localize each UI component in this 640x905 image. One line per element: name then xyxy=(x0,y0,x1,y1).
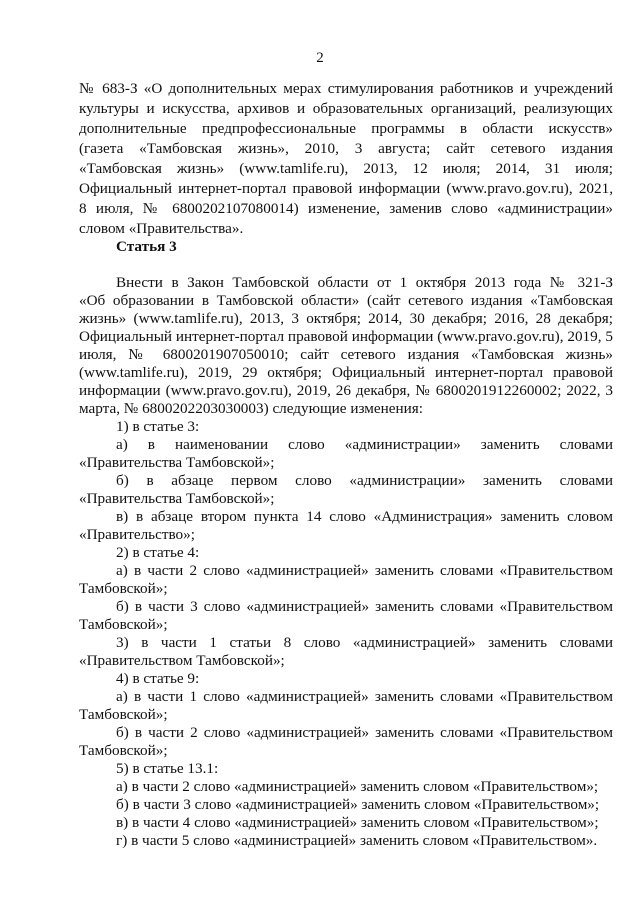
text-line: жизнь» (www.tamlife.ru), 2013, 3 октября; 2014, 30 декабря; 2016, 28 декабря; xyxy=(79,310,613,327)
text-line: Тамбовской»; xyxy=(79,742,168,759)
text-line: 3) в части 1 статьи 8 слово «администрацией» заменить словами xyxy=(116,634,613,651)
text-line: Внести в Закон Тамбовской области от 1 октября 2013 года № 321-З xyxy=(116,274,613,291)
text-line: Официальный интернет-портал правовой информации (www.pravo.gov.ru), 2021, xyxy=(79,180,613,197)
page-number: 2 xyxy=(316,50,324,66)
text-line: а) в части 2 слово «администрацией» заменить словами «Правительством xyxy=(116,562,613,579)
text-line: «Правительства Тамбовской»; xyxy=(79,490,275,507)
text-line: Официальный интернет-портал правовой информации (www.pravo.gov.ru), 2019, 5 xyxy=(79,328,613,345)
text-line: б) в абзаце первом слово «администрации» заменить словами xyxy=(116,472,613,489)
text-line: «Правительством Тамбовской»; xyxy=(79,652,285,669)
text-line: б) в части 3 слово «администрацией» заменить словами «Правительством xyxy=(116,598,613,615)
text-line: культуры и искусства, архивов и образовательных организаций, реализующих xyxy=(79,100,613,117)
text-line: № 683-З «О дополнительных мерах стимулирования работников и учреждений xyxy=(79,80,613,97)
text-line: б) в части 2 слово «администрацией» заменить словами «Правительством xyxy=(116,724,613,741)
text-line: 5) в статье 13.1: xyxy=(116,760,219,777)
text-line: в) в абзаце втором пункта 14 слово «Администрация» заменить словом xyxy=(116,508,613,525)
text-line: г) в части 5 слово «администрацией» заменить словом «Правительством». xyxy=(116,832,598,849)
text-line: (www.tamlife.ru), 2019, 29 октября; Официальный интернет-портал правовой xyxy=(79,364,613,381)
text-line: в) в части 4 слово «администрацией» заменить словом «Правительством»; xyxy=(116,814,599,831)
text-line: 4) в статье 9: xyxy=(116,670,200,687)
text-line: Тамбовской»; xyxy=(79,580,168,597)
text-line: Тамбовской»; xyxy=(79,616,168,633)
article-heading: Статья 3 xyxy=(116,238,177,255)
text-line: 8 июля, № 6800202107080014) изменение, заменив слово «администрации» xyxy=(79,200,613,217)
text-line: информации (www.pravo.gov.ru), 2019, 26 декабря, № 6800201912260002; 2022, 3 xyxy=(79,382,613,399)
text-line: «Тамбовская жизнь» (www.tamlife.ru), 2013, 12 июля; 2014, 31 июля; xyxy=(79,160,613,177)
text-line: 2) в статье 4: xyxy=(116,544,200,561)
text-line: (газета «Тамбовская жизнь», 2010, 3 августа; сайт сетевого издания xyxy=(79,140,613,157)
text-line: а) в части 2 слово «администрацией» заменить словом «Правительством»; xyxy=(116,778,599,795)
text-line: дополнительные предпрофессиональные программы в области искусств» xyxy=(79,120,613,137)
text-line: Тамбовской»; xyxy=(79,706,168,723)
text-line: марта, № 6800202203030003) следующие изменения: xyxy=(79,400,423,417)
text-line: а) в наименовании слово «администрации» заменить словами xyxy=(116,436,613,453)
text-line: б) в части 3 слово «администрацией» заменить словом «Правительством»; xyxy=(116,796,600,813)
text-line: «Об образовании в Тамбовской области» (сайт сетевого издания «Тамбовская xyxy=(79,292,613,309)
text-line: 1) в статье 3: xyxy=(116,418,200,435)
text-line: «Правительства Тамбовской»; xyxy=(79,454,275,471)
text-line: «Правительство»; xyxy=(79,526,195,543)
text-line: а) в части 1 слово «администрацией» заменить словами «Правительством xyxy=(116,688,613,705)
text-line: июля, № 6800201907050010; сайт сетевого издания «Тамбовская жизнь» xyxy=(79,346,613,363)
text-line: словом «Правительства». xyxy=(79,220,244,237)
